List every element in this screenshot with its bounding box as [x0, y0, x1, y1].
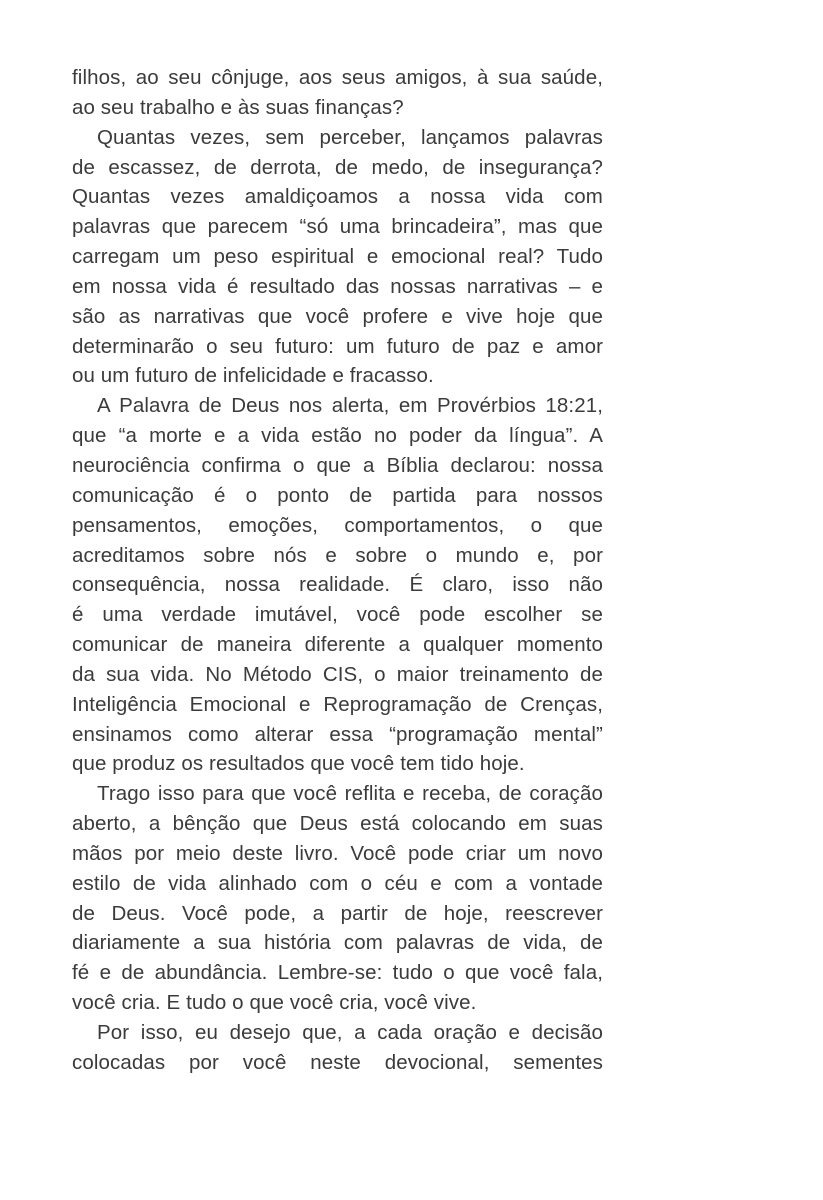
text-line: A Palavra de Deus nos alerta, em Provérbios 18:21,	[97, 394, 603, 418]
text-line: de Deus. Você pode, a partir de hoje, reescrever	[72, 901, 603, 925]
text-line: aberto, a bênção que Deus está colocando em suas	[72, 812, 603, 836]
text-line: que produz os resultados que você tem tido hoje.	[72, 752, 525, 776]
paragraph	[72, 1018, 603, 1078]
text-line: filhos, ao seu cônjuge, aos seus amigos, à sua saúde,	[72, 66, 603, 89]
text-line: Quantas vezes, sem perceber, lançamos palavras	[97, 125, 603, 149]
text-line: diariamente a sua história com palavras de vida, de	[72, 931, 603, 955]
text-line: comunicação é o ponto de partida para nossos	[72, 483, 603, 507]
text-line: pensamentos, emoções, comportamentos, o que	[72, 513, 603, 537]
paragraph	[72, 779, 603, 1018]
text-line: mãos por meio deste livro. Você pode criar um novo	[72, 841, 603, 865]
text-line: são as narrativas que você profere e vive hoje que	[72, 304, 603, 328]
text-line: é uma verdade imutável, você pode escolher se	[72, 603, 603, 627]
text-line: fé e de abundância. Lembre-se: tudo o que você fala,	[72, 961, 603, 985]
text-line: estilo de vida alinhado com o céu e com a vontade	[72, 871, 603, 895]
text-line: colocadas por você neste devocional, sementes	[72, 1050, 603, 1074]
text-line: consequência, nossa realidade. É claro, isso não	[72, 573, 603, 597]
paragraph	[72, 391, 603, 779]
text-line: Por isso, eu desejo que, a cada oração e decisão	[97, 1021, 603, 1044]
text-line: ensinamos como alterar essa “programação mental”	[72, 722, 603, 746]
text-line: que “a morte e a vida estão no poder da língua”. A	[72, 424, 603, 448]
text-line: Inteligência Emocional e Reprogramação de Crenças,	[72, 692, 603, 716]
text-line: você cria. E tudo o que você cria, você vive.	[72, 991, 477, 1015]
text-line: Quantas vezes amaldiçoamos a nossa vida com	[72, 185, 603, 209]
text-line: carregam um peso espiritual e emocional real? Tudo	[72, 245, 603, 269]
text-line: da sua vida. No Método CIS, o maior treinamento de	[72, 662, 603, 686]
text-line: acreditamos sobre nós e sobre o mundo e, por	[72, 543, 603, 567]
text-line: ao seu trabalho e às suas finanças?	[72, 95, 404, 119]
page-text	[72, 63, 603, 1078]
text-line: Trago isso para que você reflita e receba, de coração	[97, 782, 603, 806]
text-line: palavras que parecem “só uma brincadeira”, mas que	[72, 215, 603, 239]
text-line: de escassez, de derrota, de medo, de insegurança?	[72, 155, 603, 179]
text-line: determinarão o seu futuro: um futuro de paz e amor	[72, 334, 603, 358]
text-line: ou um futuro de infelicidade e fracasso.	[72, 364, 434, 388]
text-line: comunicar de maneira diferente a qualquer momento	[72, 633, 603, 657]
paragraph	[72, 63, 603, 123]
text-line: em nossa vida é resultado das nossas narrativas – e	[72, 274, 603, 298]
text-line: neurociência confirma o que a Bíblia declarou: nossa	[72, 453, 603, 477]
paragraph	[72, 123, 603, 392]
